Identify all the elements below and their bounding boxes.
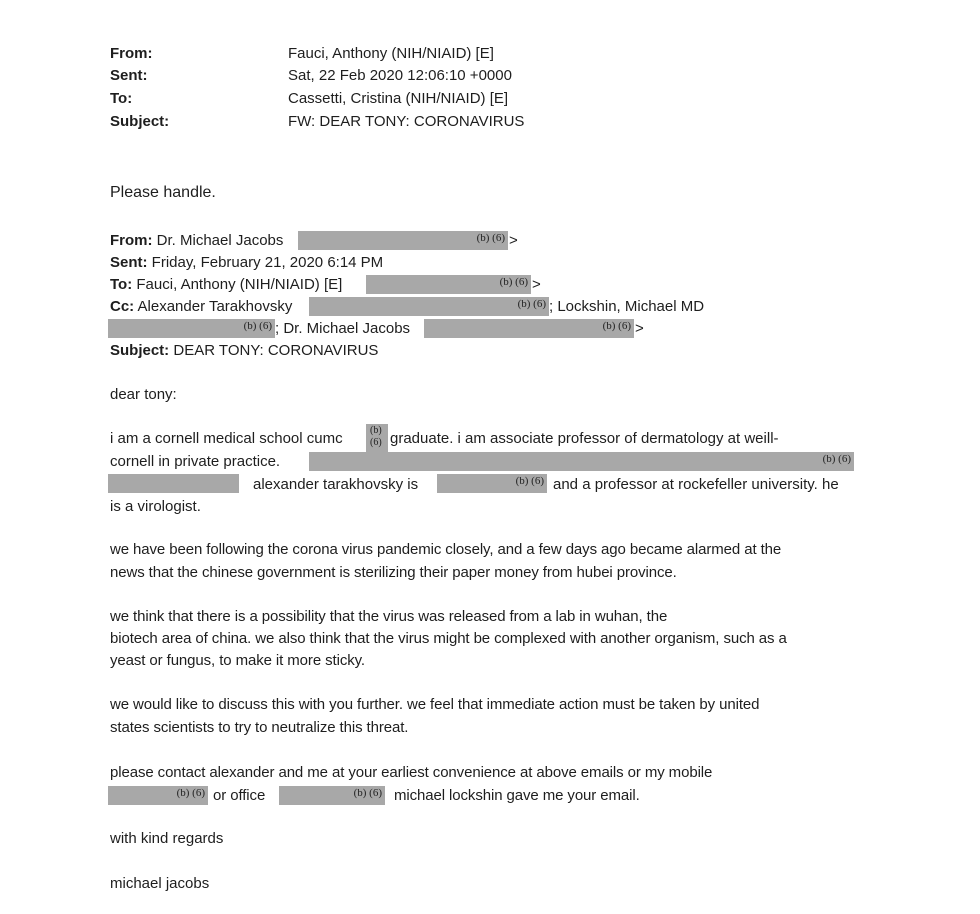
outer-to-value: Cassetti, Cristina (NIH/NIAID) [E]: [288, 90, 509, 107]
body-text: cornell in private practice.: [110, 453, 281, 470]
body-text: states scientists to try to neutralize this threat.: [110, 719, 409, 736]
redaction-box: [108, 474, 239, 493]
body-text: news that the chinese government is sterilizing their paper money from hubei province.: [110, 564, 677, 581]
close-bracket: >: [509, 232, 518, 249]
inner-subject-label: Subject:: [110, 342, 170, 359]
outer-sent-value: Sat, 22 Feb 2020 12:06:10 +0000: [288, 67, 512, 84]
redaction-box: (b) (6): [366, 424, 388, 452]
body-text: i am a cornell medical school cumc: [110, 430, 343, 447]
inner-sent-value: Friday, February 21, 2020 6:14 PM: [151, 254, 384, 271]
signature: michael jacobs: [110, 875, 210, 892]
body-text: we have been following the corona virus pandemic closely, and a few days ago became alarmed at the: [110, 541, 782, 558]
redaction-box: (b) (6): [424, 319, 634, 338]
inner-to-value: Fauci, Anthony (NIH/NIAID) [E]: [136, 276, 343, 293]
closing: with kind regards: [110, 830, 224, 847]
forward-note: Please handle.: [110, 184, 216, 201]
close-bracket: >: [635, 320, 644, 337]
redaction-box: (b) (6): [298, 231, 508, 250]
inner-from-value: Dr. Michael Jacobs: [156, 232, 284, 249]
body-text: alexander tarakhovsky is: [253, 476, 419, 493]
close-bracket: >: [532, 276, 541, 293]
outer-sent-label: Sent:: [110, 67, 148, 84]
inner-cc-value-1: Alexander Tarakhovsky: [137, 298, 293, 315]
inner-cc-value-3: ; Dr. Michael Jacobs: [275, 320, 411, 337]
body-text: or office: [213, 787, 266, 804]
outer-to-label: To:: [110, 90, 133, 107]
body-text: graduate. i am associate professor of dermatology at weill-: [390, 430, 779, 447]
body-text: and a professor at rockefeller university. he: [553, 476, 839, 493]
outer-from-value: Fauci, Anthony (NIH/NIAID) [E]: [288, 45, 494, 62]
body-text: please contact alexander and me at your earliest convenience at above emails or my mobile: [110, 764, 713, 781]
body-text: michael lockshin gave me your email.: [394, 787, 640, 804]
body-text: yeast or fungus, to make it more sticky.: [110, 652, 365, 669]
body-text: we would like to discuss this with you further. we feel that immediate action must be taken by united: [110, 696, 760, 713]
inner-to-label: To:: [110, 276, 133, 293]
redaction-box: (b) (6): [437, 474, 547, 493]
greeting: dear tony:: [110, 386, 177, 403]
redaction-box: (b) (6): [309, 297, 549, 316]
inner-from-label: From:: [110, 232, 153, 249]
body-text: we think that there is a possibility that the virus was released from a lab in wuhan, the: [110, 608, 668, 625]
outer-subject-value: FW: DEAR TONY: CORONAVIRUS: [288, 113, 525, 130]
redaction-box: (b) (6): [309, 452, 854, 471]
inner-sent-label: Sent:: [110, 254, 148, 271]
inner-cc-label: Cc:: [110, 298, 135, 315]
body-text: is a virologist.: [110, 498, 201, 515]
redaction-box: (b) (6): [108, 786, 208, 805]
redaction-box: (b) (6): [108, 319, 275, 338]
redaction-box: (b) (6): [279, 786, 385, 805]
inner-subject-value: DEAR TONY: CORONAVIRUS: [173, 342, 379, 359]
inner-cc-value-2: ; Lockshin, Michael MD: [549, 298, 705, 315]
outer-from-label: From:: [110, 45, 153, 62]
outer-subject-label: Subject:: [110, 113, 170, 130]
body-text: biotech area of china. we also think that the virus might be complexed with another organism, such as a: [110, 630, 787, 647]
redaction-box: (b) (6): [366, 275, 531, 294]
